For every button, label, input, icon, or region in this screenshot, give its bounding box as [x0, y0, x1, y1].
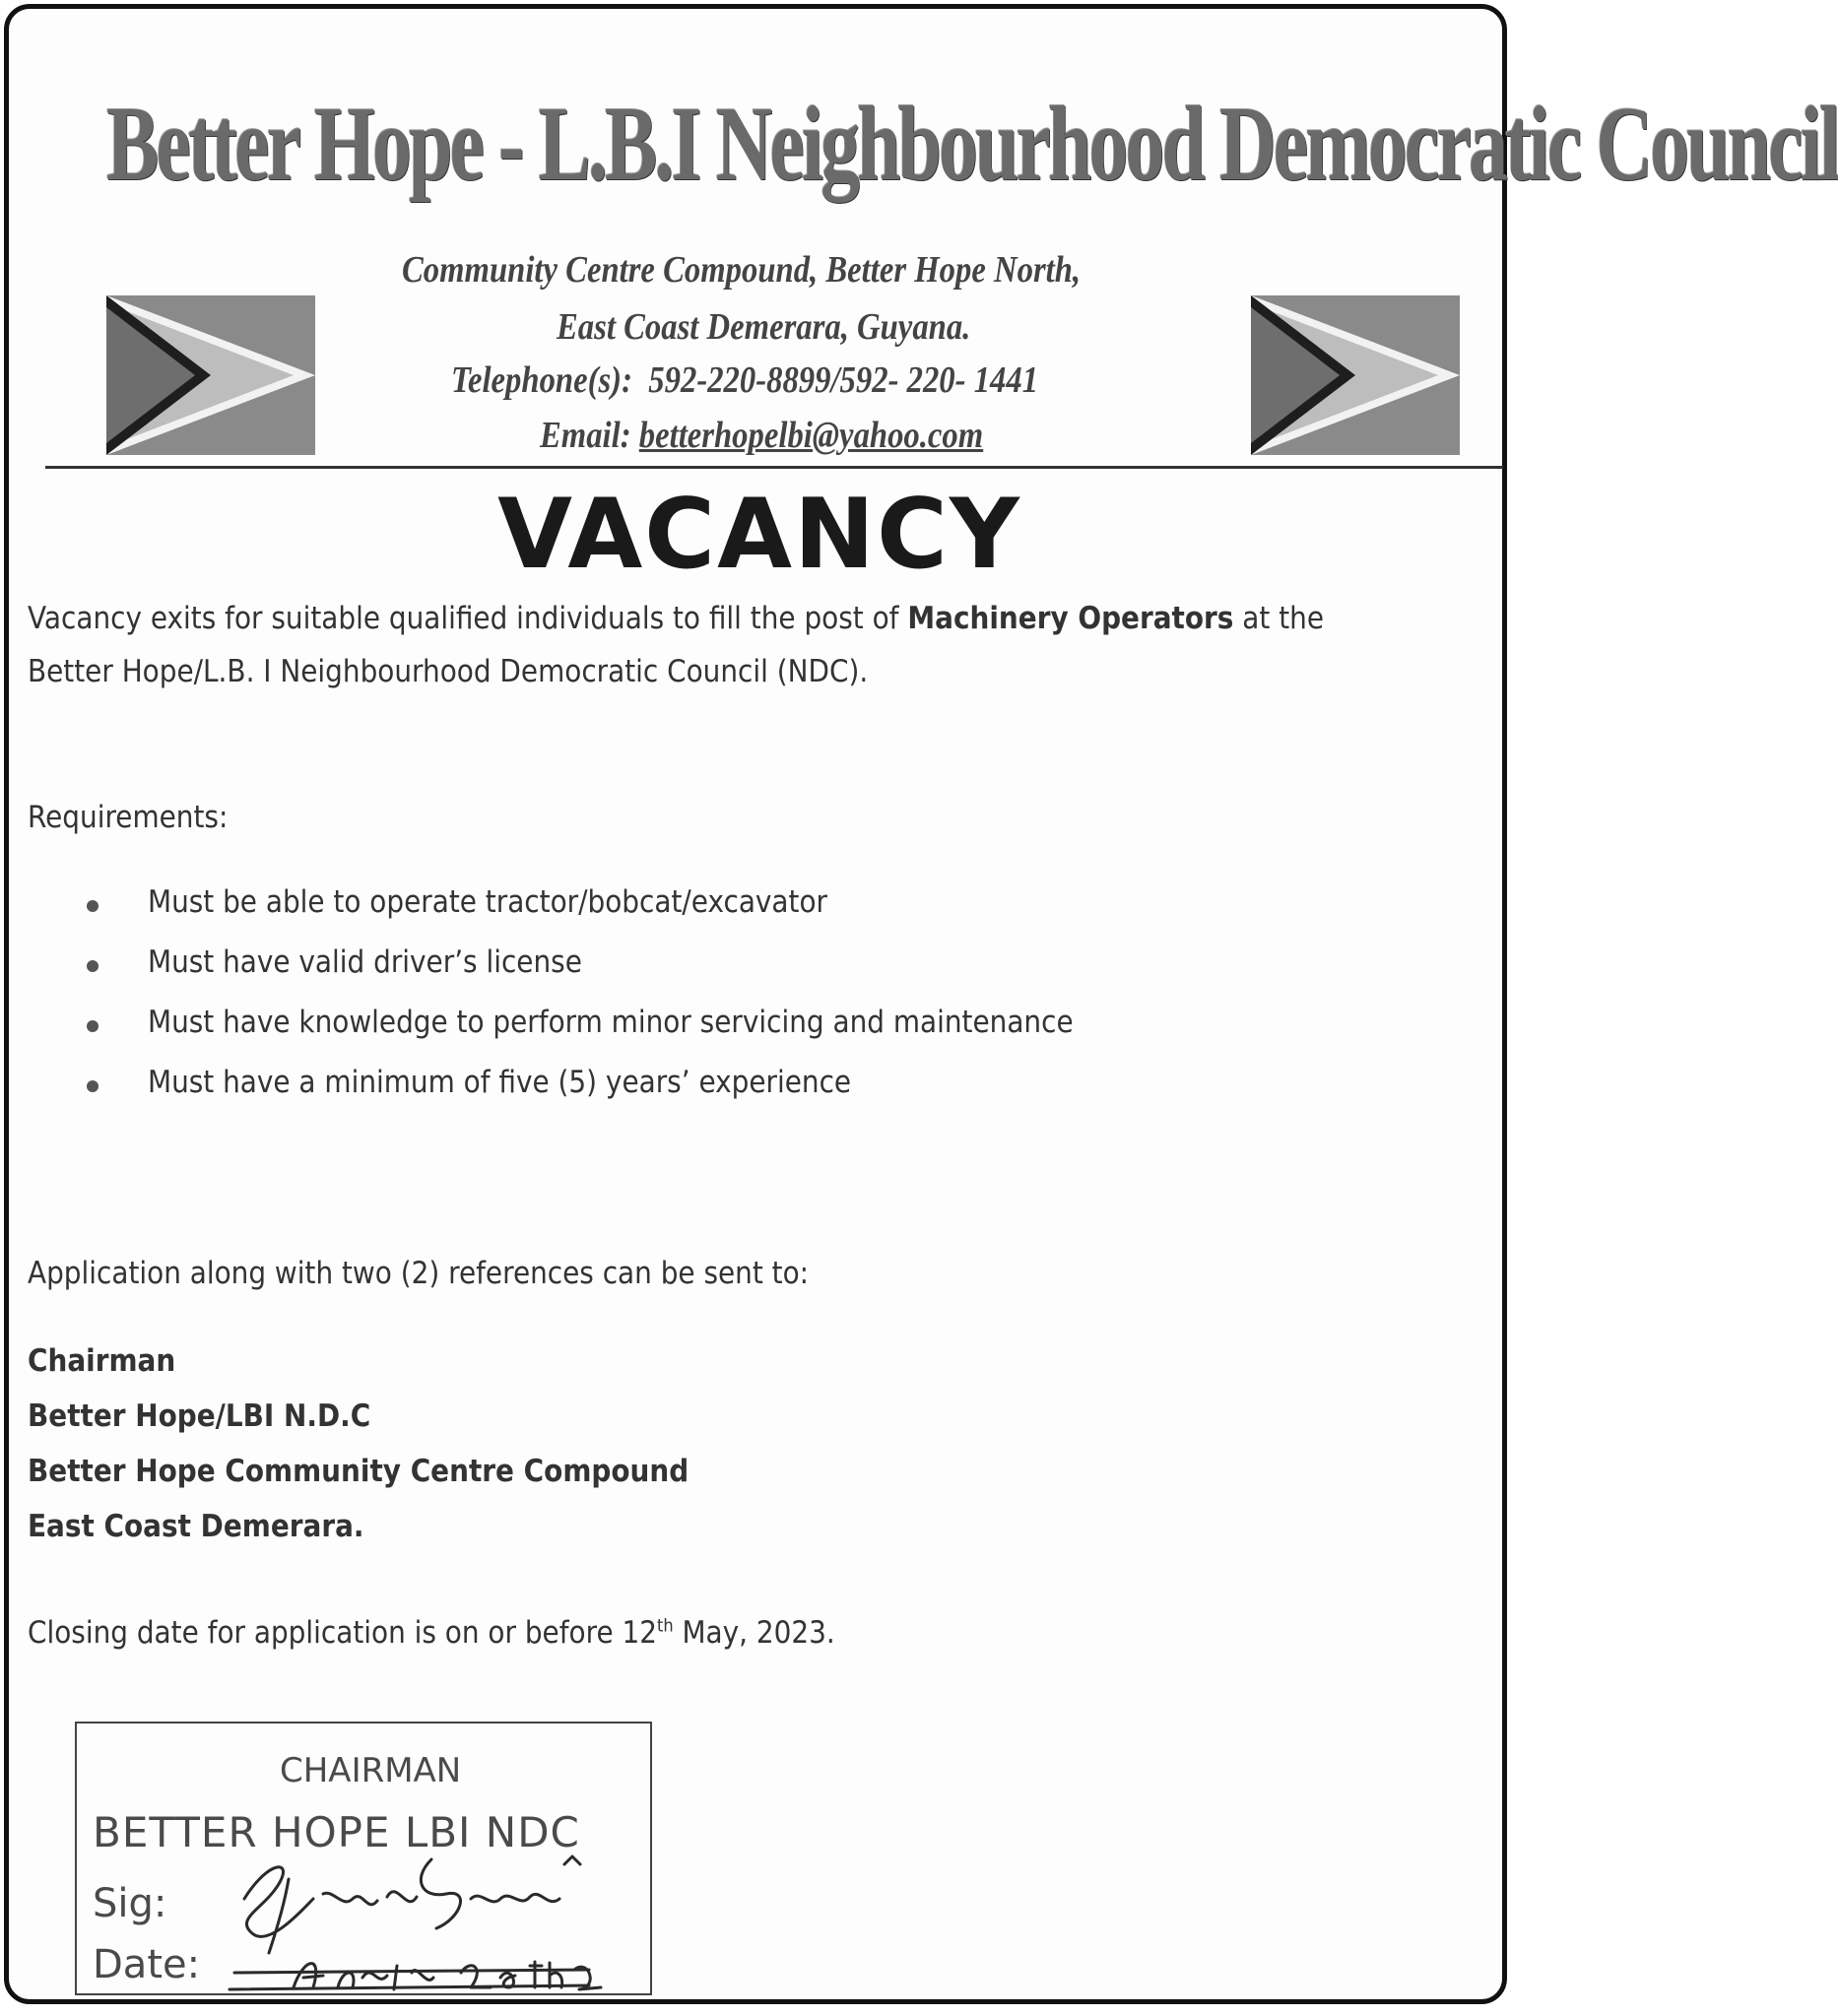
intro-text: Vacancy exits for suitable qualified individuals to fill the post of: [28, 601, 908, 636]
page-title: VACANCY: [497, 479, 1021, 591]
address-line-1: Community Centre Compound, Better Hope North,: [402, 249, 1082, 291]
telephone-line: [451, 358, 1038, 402]
application-text: Application along with two (2) references can be sent to:: [28, 1256, 810, 1291]
email-label: Email:: [540, 415, 631, 456]
recipient-line: Better Hope Community Centre Compound: [28, 1454, 689, 1489]
bullet-icon: [87, 1020, 98, 1032]
recipient-line: Chairman: [28, 1343, 176, 1379]
guyana-flag-icon: [1251, 295, 1460, 455]
bullet-icon: [87, 1080, 98, 1092]
post-title: Machinery Operators: [907, 601, 1234, 636]
list-item: Must have valid driver’s license: [87, 944, 1176, 1005]
handwritten-signature-icon: [175, 1840, 648, 1997]
list-item: Must have a minimum of five (5) years’ experience: [87, 1065, 1176, 1125]
intro-line-2: Better Hope/L.B. I Neighbourhood Democratic Council (NDC).: [28, 654, 869, 689]
stamp-title: CHAIRMAN: [280, 1751, 462, 1790]
address-line-2: East Coast Demerara, Guyana.: [557, 306, 971, 348]
closing-date: Closing date for application is on or before 12th May, 2023.: [28, 1615, 835, 1651]
list-item: Must be able to operate tractor/bobcat/excavator: [87, 884, 1176, 944]
council-name: Better Hope - L.B.I Neighbourhood Democratic Council: [106, 86, 1838, 203]
telephone-value: 592-220-8899/592- 220- 1441: [648, 359, 1039, 401]
recipient-line: East Coast Demerara.: [28, 1509, 364, 1544]
requirements-heading: Requirements:: [28, 800, 229, 835]
telephone-label: Telephone(s):: [451, 359, 632, 401]
list-item: Must have knowledge to perform minor servicing and maintenance: [87, 1005, 1176, 1065]
chairman-stamp: [75, 1722, 652, 1995]
stamp-sig-label: Sig:: [93, 1881, 167, 1926]
intro-text: at the: [1233, 601, 1324, 636]
header-divider: [45, 466, 1503, 469]
guyana-flag-icon: [106, 295, 315, 455]
bullet-icon: [87, 960, 98, 972]
stamp-org: BETTER HOPE LBI NDC: [93, 1808, 580, 1856]
email-value: betterhopelbi@yahoo.com: [638, 415, 984, 456]
recipient-line: Better Hope/LBI N.D.C: [28, 1398, 371, 1434]
stamp-date-label: Date:: [93, 1942, 201, 1987]
bullet-icon: [87, 900, 98, 912]
recipient-address: [28, 1343, 762, 1564]
intro-line-1: [28, 601, 1324, 636]
email-line: [540, 414, 983, 457]
requirements-list: [87, 884, 1176, 1125]
